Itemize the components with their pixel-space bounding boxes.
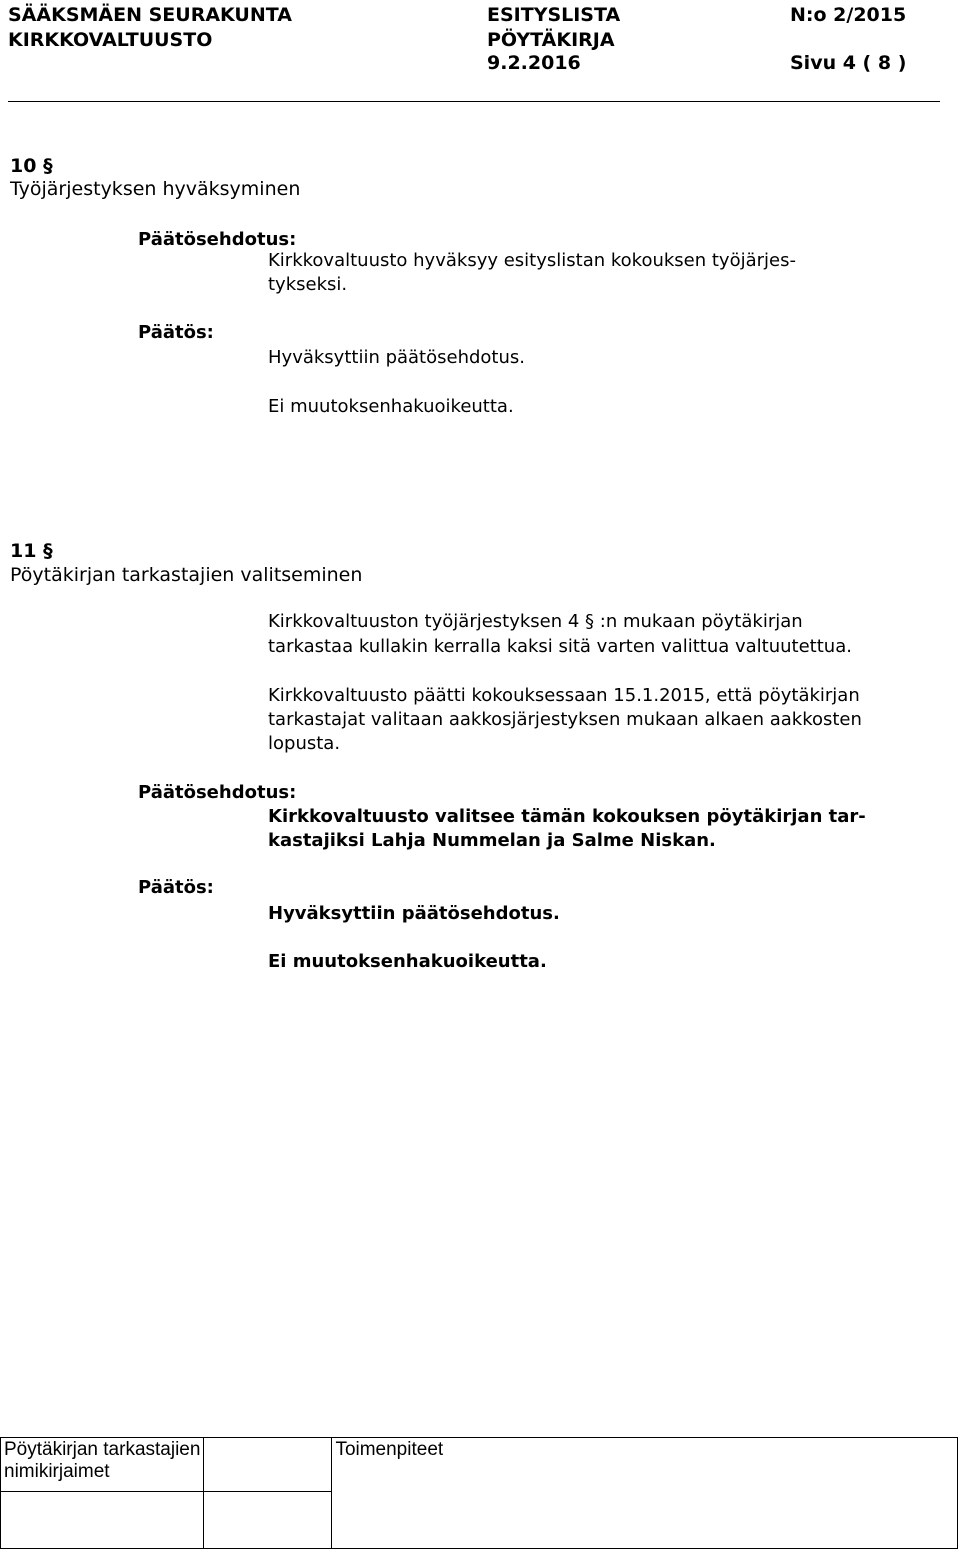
section-10-proposal-line-2: tykseksi. <box>268 274 348 295</box>
section-10-proposal-label: Päätösehdotus: <box>138 229 297 250</box>
document-number: N:o 2/2015 <box>790 4 907 26</box>
section-symbol: § <box>43 540 53 562</box>
actions-cell <box>332 1438 958 1549</box>
signatures-label-line-2: nimikirjaimet <box>4 1461 110 1482</box>
actions-label: Toimenpiteet <box>335 1439 444 1460</box>
section-10-number: 10 § <box>10 155 53 177</box>
section-11-para-2-line-2: tarkastajat valitaan aakkosjärjestyksen mukaan alkaen aakkosten <box>268 709 862 730</box>
section-10-decision-line-2: Ei muutoksenhakuoikeutta. <box>268 396 514 417</box>
page-number: Sivu 4 ( 8 ) <box>790 52 907 74</box>
section-11-decision-line-2: Ei muutoksenhakuoikeutta. <box>268 951 547 972</box>
section-11-title: Pöytäkirjan tarkastajien valitseminen <box>10 564 363 586</box>
signatures-label-line-1: Pöytäkirjan tarkastajien <box>4 1439 201 1460</box>
doc-type-minutes: PÖYTÄKIRJA <box>487 29 615 51</box>
section-11-para-1-line-1: Kirkkovaltuuston työjärjestyksen 4 § :n mukaan pöytäkirjan <box>268 611 803 632</box>
signatures-label-cell <box>1 1438 204 1492</box>
doc-type-agenda: ESITYSLISTA <box>487 4 621 26</box>
body-name: KIRKKOVALTUUSTO <box>8 29 213 51</box>
section-10-decision-line-1: Hyväksyttiin päätösehdotus. <box>268 347 525 368</box>
section-11-proposal-line-1: Kirkkovaltuusto valitsee tämän kokouksen pöytäkirjan tar- <box>268 806 866 827</box>
signature-box-2[interactable] <box>204 1492 332 1549</box>
section-11-number: 11 § <box>10 540 53 562</box>
section-11-para-2-line-3: lopusta. <box>268 733 341 754</box>
section-10-title: Työjärjestyksen hyväksyminen <box>10 178 301 200</box>
meeting-date: 9.2.2016 <box>487 52 581 74</box>
signatures-spacer-cell <box>204 1438 332 1492</box>
section-11-proposal-label: Päätösehdotus: <box>138 782 297 803</box>
section-10-decision-label: Päätös: <box>138 322 214 343</box>
header-divider <box>8 101 940 102</box>
signature-box-1[interactable] <box>1 1492 204 1549</box>
section-11-para-1-line-2: tarkastaa kullakin kerralla kaksi sitä varten valittua valtuutettua. <box>268 636 852 657</box>
org-name: SÄÄKSMÄEN SEURAKUNTA <box>8 4 292 26</box>
section-11-proposal-line-2: kastajiksi Lahja Nummelan ja Salme Niskan. <box>268 830 716 851</box>
section-10-proposal-line-1: Kirkkovaltuusto hyväksyy esityslistan kokouksen työjärjes- <box>268 250 796 271</box>
section-11-decision-line-1: Hyväksyttiin päätösehdotus. <box>268 903 560 924</box>
section-11-decision-label: Päätös: <box>138 877 214 898</box>
section-symbol: § <box>43 155 53 177</box>
footer-table <box>0 1437 958 1549</box>
section-11-para-2-line-1: Kirkkovaltuusto päätti kokouksessaan 15.1.2015, että pöytäkirjan <box>268 685 860 706</box>
